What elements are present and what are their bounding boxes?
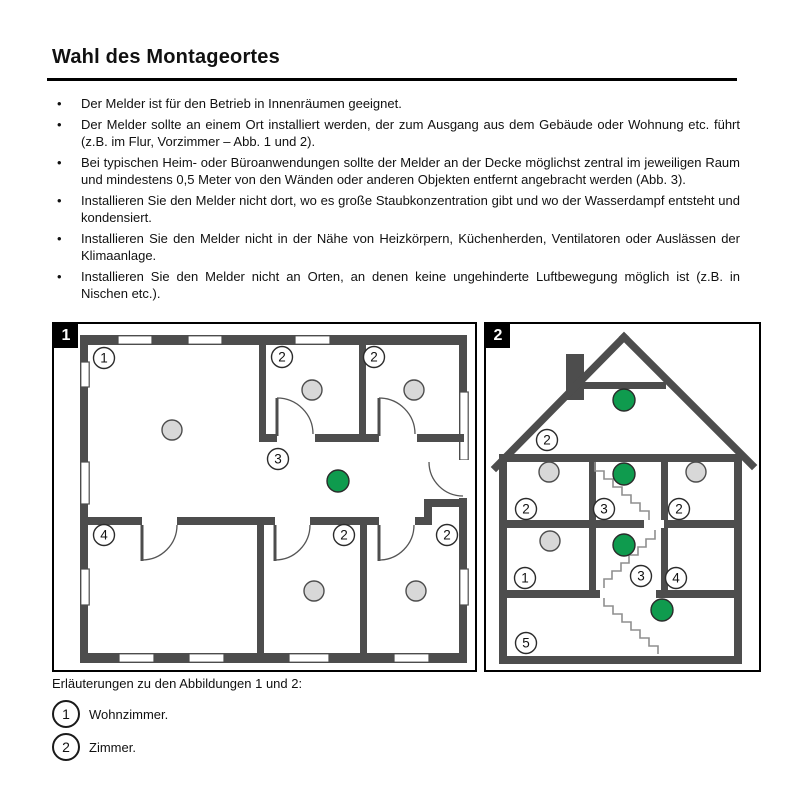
svg-text:3: 3 (274, 451, 282, 467)
wall (589, 528, 596, 590)
room-label (94, 348, 115, 369)
window-icon (460, 392, 468, 460)
floor-slab (656, 590, 742, 598)
svg-text:2: 2 (522, 501, 530, 517)
room-label (516, 499, 537, 520)
entrance-door-arc (429, 462, 463, 496)
smoke-detector-green-icon (613, 389, 635, 411)
entrance-opening (458, 460, 469, 498)
wall (88, 517, 142, 525)
house-section-drawing (486, 324, 759, 670)
wall (734, 462, 742, 664)
smoke-detector-icon (404, 380, 424, 400)
list-item (52, 192, 740, 226)
instruction-list (52, 95, 740, 306)
list-item (52, 154, 740, 188)
roof-edge (496, 337, 624, 467)
bullet-text: Installieren Sie den Melder nicht in der Nähe von Heizkörpern, Küchenherden, Ventilatoren oder Auslässen der Klimaanlage. (81, 231, 740, 263)
bullet-icon: • (57, 269, 62, 284)
legend-item (52, 700, 302, 728)
wall (259, 345, 266, 442)
room-label (516, 633, 537, 654)
door-arc (379, 398, 415, 434)
list-item (52, 268, 740, 302)
window-icon (118, 336, 152, 344)
wall (424, 499, 459, 507)
bullet-text: Der Melder sollte an einem Ort installiert werden, der zum Ausgang aus dem Gebäude oder Wohnung etc. führt (z.B. im Flur, Vorzimmer – Abb. 1 und 2). (81, 117, 740, 149)
svg-text:4: 4 (672, 570, 680, 586)
roof-edge (624, 337, 752, 465)
smoke-detector-green-icon (613, 463, 635, 485)
bullet-icon: • (57, 155, 62, 170)
smoke-detector-green-icon (327, 470, 349, 492)
wall (177, 517, 275, 525)
wall (459, 335, 467, 663)
list-item (52, 116, 740, 150)
wall (499, 462, 507, 664)
figure-1-floor-plan (52, 322, 477, 672)
figure-2-badge: 2 (486, 324, 510, 348)
window-icon (460, 569, 468, 605)
svg-text:2: 2 (675, 501, 683, 517)
svg-text:1: 1 (521, 570, 529, 586)
bullet-text: Installieren Sie den Melder nicht an Orten, an denen keine ungehinderte Luftbewegung möglich ist (z.B. in Nischen etc.). (81, 269, 740, 301)
smoke-detector-icon (539, 462, 559, 482)
wall (257, 525, 264, 654)
room-label (272, 347, 293, 368)
smoke-detector-icon (304, 581, 324, 601)
smoke-detector-icon (302, 380, 322, 400)
bullet-icon: • (57, 193, 62, 208)
staircase (604, 598, 658, 654)
svg-text:5: 5 (522, 635, 530, 651)
window-icon (189, 654, 224, 662)
legend-item (52, 733, 302, 761)
floor-slab (499, 520, 644, 528)
legend (52, 676, 302, 766)
smoke-detector-icon (162, 420, 182, 440)
door-arc (275, 525, 310, 560)
svg-text:3: 3 (600, 501, 608, 517)
wall (310, 517, 379, 525)
floor-slab (664, 520, 742, 528)
svg-text:2: 2 (443, 527, 451, 543)
svg-text:4: 4 (100, 527, 108, 543)
room-label (94, 525, 115, 546)
legend-item-text: Wohnzimmer. (89, 706, 169, 722)
bullet-icon: • (57, 231, 62, 246)
room-label (594, 499, 615, 520)
legend-item-text: Zimmer. (89, 739, 136, 755)
room-label (669, 499, 690, 520)
collar-beam (582, 382, 666, 389)
wall (661, 462, 668, 520)
window-icon (295, 336, 330, 344)
window-icon (394, 654, 429, 662)
smoke-detector-green-icon (651, 599, 673, 621)
smoke-detector-icon (406, 581, 426, 601)
door-arc (142, 525, 177, 560)
door-arc (379, 525, 414, 560)
list-item (52, 95, 740, 112)
room-label (334, 525, 355, 546)
floor-slab (499, 656, 742, 664)
title-underline (47, 78, 737, 81)
figure-1-badge: 1 (54, 324, 78, 348)
smoke-detector-icon (540, 531, 560, 551)
bullet-icon: • (57, 117, 62, 132)
room-label (268, 449, 289, 470)
svg-text:2: 2 (340, 527, 348, 543)
page-title: Wahl des Montageortes (52, 46, 280, 68)
circled-number-icon: 1 (52, 700, 80, 728)
room-label (631, 566, 652, 587)
svg-text:3: 3 (637, 568, 645, 584)
room-label (666, 568, 687, 589)
floor-slab (499, 590, 600, 598)
wall (417, 434, 464, 442)
bullet-text: Bei typischen Heim- oder Büroanwendungen sollte der Melder an der Decke möglichst zentral im jeweiligen Raum und mindestens 0,5 Meter von den Wänden oder anderen Objekten entfernt angebracht werden (Abb. 3). (81, 155, 740, 187)
wall (360, 525, 367, 654)
figure-2-house-section (484, 322, 761, 672)
floor-slab (499, 454, 742, 462)
room-label (537, 430, 558, 451)
list-item (52, 230, 740, 264)
room-label (364, 347, 385, 368)
door-arc (277, 398, 313, 434)
window-icon (188, 336, 222, 344)
svg-text:2: 2 (370, 349, 378, 365)
room-label (515, 568, 536, 589)
door-leaf (378, 525, 381, 561)
room-label (437, 525, 458, 546)
legend-title: Erläuterungen zu den Abbildungen 1 und 2: (52, 676, 303, 691)
wall (259, 434, 277, 442)
door-leaf (274, 525, 277, 561)
svg-text:2: 2 (278, 349, 286, 365)
smoke-detector-green-icon (613, 534, 635, 556)
window-icon (81, 462, 89, 504)
svg-text:1: 1 (100, 350, 108, 366)
smoke-detector-icon (686, 462, 706, 482)
circled-number-icon: 2 (52, 733, 80, 761)
bullet-text: Der Melder ist für den Betrieb in Innenräumen geeignet. (81, 96, 402, 111)
svg-text:2: 2 (543, 432, 551, 448)
door-leaf (141, 525, 144, 561)
wall (315, 434, 379, 442)
bullet-icon: • (57, 96, 62, 111)
window-icon (119, 654, 154, 662)
window-icon (81, 362, 89, 387)
door-leaf (276, 398, 279, 436)
floor-plan-drawing (54, 324, 475, 670)
window-icon (289, 654, 329, 662)
door-leaf (378, 398, 381, 436)
bullet-text: Installieren Sie den Melder nicht dort, wo es große Staubkonzentration gibt und wo der Wasserdampf entsteht und kondensiert. (81, 193, 740, 225)
window-icon (81, 569, 89, 605)
